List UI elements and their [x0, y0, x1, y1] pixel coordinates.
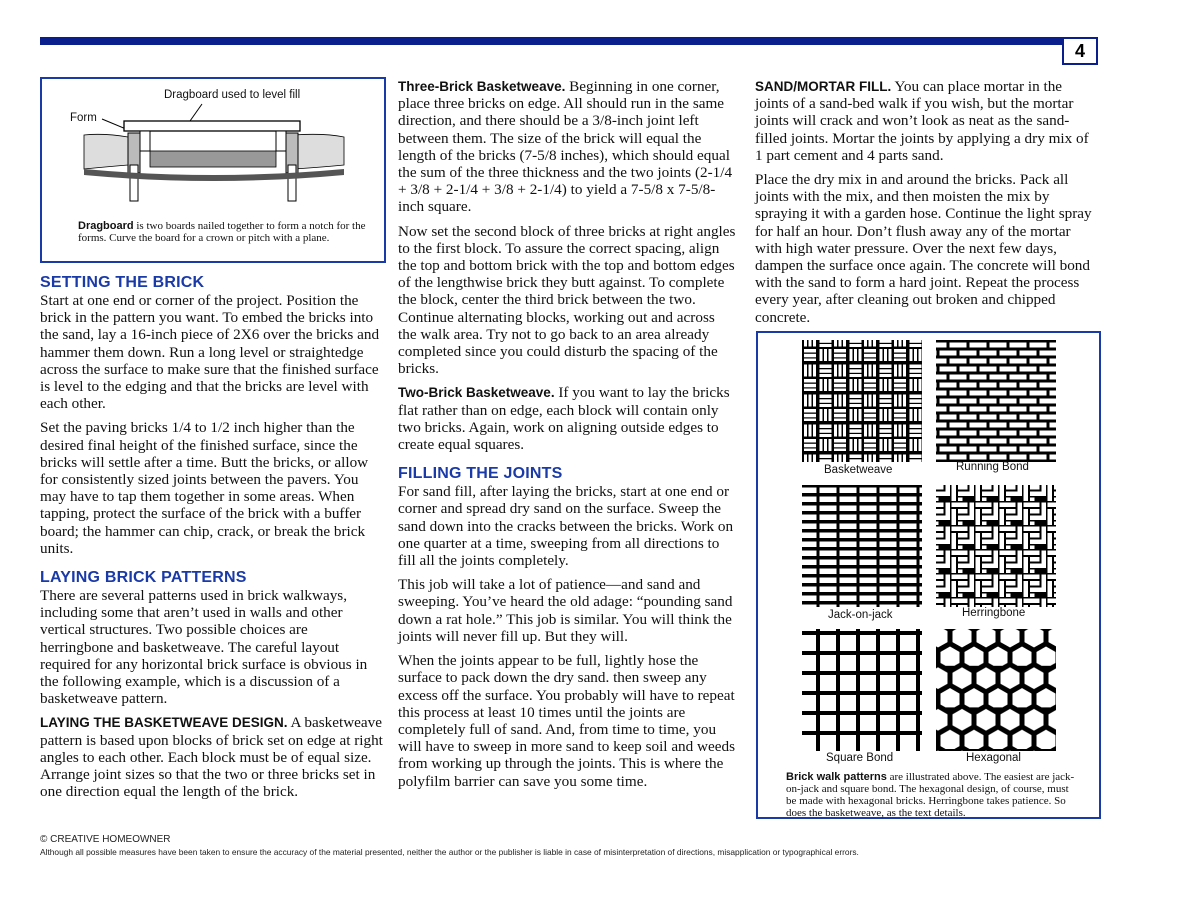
- disclaimer: Although all possible measures have been taken to ensure the accuracy of the material presented, neither the author or the publisher is liable in case of misinterpretation of directions, misapplication or typographical errors.: [40, 847, 859, 857]
- hexagonal-swatch: [936, 629, 1056, 751]
- paragraph: Set the paving bricks 1/4 to 1/2 inch higher than the desired final height of the finished surface, since the bricks will settle after a time. Butt the bricks, or allow for consistently sized joints between the pavers. You may have to tap them together in some areas. When tapping, protect the surface of the brick with a buffer board; the hammer can chip, crack, or break the brick units.: [40, 419, 369, 557]
- paragraph-text: A basketweave pattern is based upon blocks of brick set on edge at right angles to each other. Each block must be of equal size. Arrange joint sizes so that the two or three bricks set in one direction equal the length of the brick.: [40, 714, 383, 801]
- paragraph-two-brick: [398, 384, 736, 453]
- basketweave-swatch: [802, 340, 922, 462]
- pattern-label-herringbone: Herringbone: [962, 607, 1026, 619]
- jack-on-jack-swatch: [802, 485, 922, 607]
- brick-patterns-caption-text: are illustrated above. The easiest are jack-on-jack and square bond. The hexagonal design, of course, must be made with hexagonal bricks. Herringbone takes patience. So does the basketweave, as the text details.: [786, 771, 1075, 819]
- heading-laying-brick-patterns: LAYING BRICK PATTERNS: [40, 569, 247, 587]
- dragboard-caption-text: is two boards nailed together to form a notch for the forms. Curve the board for a crown or pitch with a plane.: [78, 220, 366, 244]
- paragraph: When the joints appear to be full, lightly hose the surface to pack down the dry sand. then sweep any excess off the surface. You probably will have to repeat this process at least 10 times until the joints are completely full of sand. And, from time to time, you will have to sweep in more sand to keep soil and weeds from working up through the joints. This is where the polyfilm barrier can save you some time.: [398, 652, 735, 790]
- heading-setting-the-brick: SETTING THE BRICK: [40, 274, 205, 291]
- paragraph-text: If you want to lay the bricks flat rather than on edge, each block will contain only two bricks. Again, work on aligning outside edges to create equal squares.: [398, 384, 730, 454]
- pattern-label-running-bond: Running Bond: [956, 461, 1029, 473]
- paragraph: Now set the second block of three bricks at right angles to the first block. To assure the correct spacing, align the top and bottom brick with the top and bottom edges of the lengthwise brick they butt against. To complete the block, center the third brick between the two. Continue alternating blocks, working out and across the walk area. Try not to go back to an area already completed since you could disturb the spacing of the bricks.: [398, 222, 736, 378]
- paragraph-three-brick: [398, 78, 736, 216]
- dragboard-caption: [78, 220, 368, 244]
- copyright: © CREATIVE HOMEOWNER: [40, 834, 171, 845]
- dragboard-label: Dragboard used to level fill: [164, 89, 301, 101]
- pattern-label-jack-on-jack: Jack-on-jack: [828, 609, 893, 621]
- brick-patterns-caption: [786, 771, 1076, 819]
- page-number: 4: [1062, 37, 1098, 65]
- brick-patterns-caption-bold: Brick walk patterns: [786, 771, 887, 783]
- run-in-heading: Two-Brick Basketweave.: [398, 385, 555, 401]
- run-in-heading: LAYING THE BASKETWEAVE DESIGN.: [40, 715, 288, 731]
- brick-patterns-figure: [756, 331, 1101, 819]
- paragraph-text: Beginning in one corner, place three bricks on edge. All should run in the same direction, and there should be a 3/8-inch joint left between them. The size of the brick will equal the length of the bricks (7-5/8 inches), which should equal the sum of the three thickness and the two joints (2-1/4 + 3/8 + 2-1/4 + 3/8 + 2-1/4) to yield a 7-5/8 x 7-5/8-inch square.: [398, 78, 733, 216]
- paragraph: Start at one end or corner of the project. Position the brick in the pattern you want. To embed the bricks into the sand, lay a 16-inch piece of 2X6 over the bricks and hammer them down. Run a long level or straightedge across the surface to make sure that the finished surface is level to the edging and that the bricks are level with each other.: [40, 292, 380, 413]
- paragraph: Place the dry mix in and around the bricks. Pack all joints with the mix, and then moisten the mix by spraying it with a garden hose. Continue the light spray for half an hour. Don’t flush away any of the mortar with high water pressure. Over the next few days, dampen the surface once again. The concrete will bond with the sand to form a hard joint. Repeat the process every year, after cleaning out broken and chipped concrete.: [755, 171, 1092, 326]
- column-1: [40, 274, 384, 807]
- paragraph: For sand fill, after laying the bricks, start at one end or corner and spread dry sand on the surface. Sweep the sand down into the cracks between the bricks. Work on one quarter at a time, sweeping from all directions to fill all the joints completely.: [398, 483, 734, 570]
- pattern-label-basketweave: Basketweave: [824, 464, 893, 476]
- run-in-heading: SAND/MORTAR FILL.: [755, 79, 892, 94]
- brick-patterns-illustration: [758, 333, 1099, 769]
- pattern-label-hexagonal: Hexagonal: [966, 752, 1021, 764]
- paragraph: This job will take a lot of patience—and sand and sweeping. You’ve heard the old adage: “pounding sand down a rat hole.” This job is similar. You will think the joints will never fill up. But they will.: [398, 576, 733, 645]
- paragraph: There are several patterns used in brick walkways, including some that aren’t used in walls and other vertical structures. Two possible choices are herringbone and basketweave. The careful layout required for any horizontal brick surface is obvious in the following example, which is a discussion of a basketweave pattern.: [40, 587, 368, 708]
- paragraph-sand-mortar: [755, 78, 1093, 164]
- column-3: [755, 78, 1093, 333]
- column-2: [398, 78, 736, 797]
- top-rule: [40, 37, 1062, 45]
- running-bond-swatch: [936, 340, 1056, 462]
- heading-filling-the-joints: FILLING THE JOINTS: [398, 465, 563, 483]
- square-bond-swatch: [802, 629, 922, 751]
- herringbone-swatch: [936, 485, 1056, 607]
- dragboard-caption-bold: Dragboard: [78, 220, 134, 232]
- form-label: Form: [70, 112, 97, 124]
- pattern-label-square-bond: Square Bond: [826, 752, 894, 764]
- dragboard-illustration: [44, 99, 384, 209]
- paragraph-text: You can place mortar in the joints of a sand-bed walk if you wish, but the mortar joints will crack and won’t look as neat as the sand-filled joints. Mortar the joints by applying a dry mix of 1 part cement and 4 parts sand.: [755, 78, 1089, 164]
- run-in-heading: Three-Brick Basketweave.: [398, 79, 566, 94]
- paragraph-basketweave-design: [40, 714, 384, 800]
- dragboard-figure: [40, 77, 386, 263]
